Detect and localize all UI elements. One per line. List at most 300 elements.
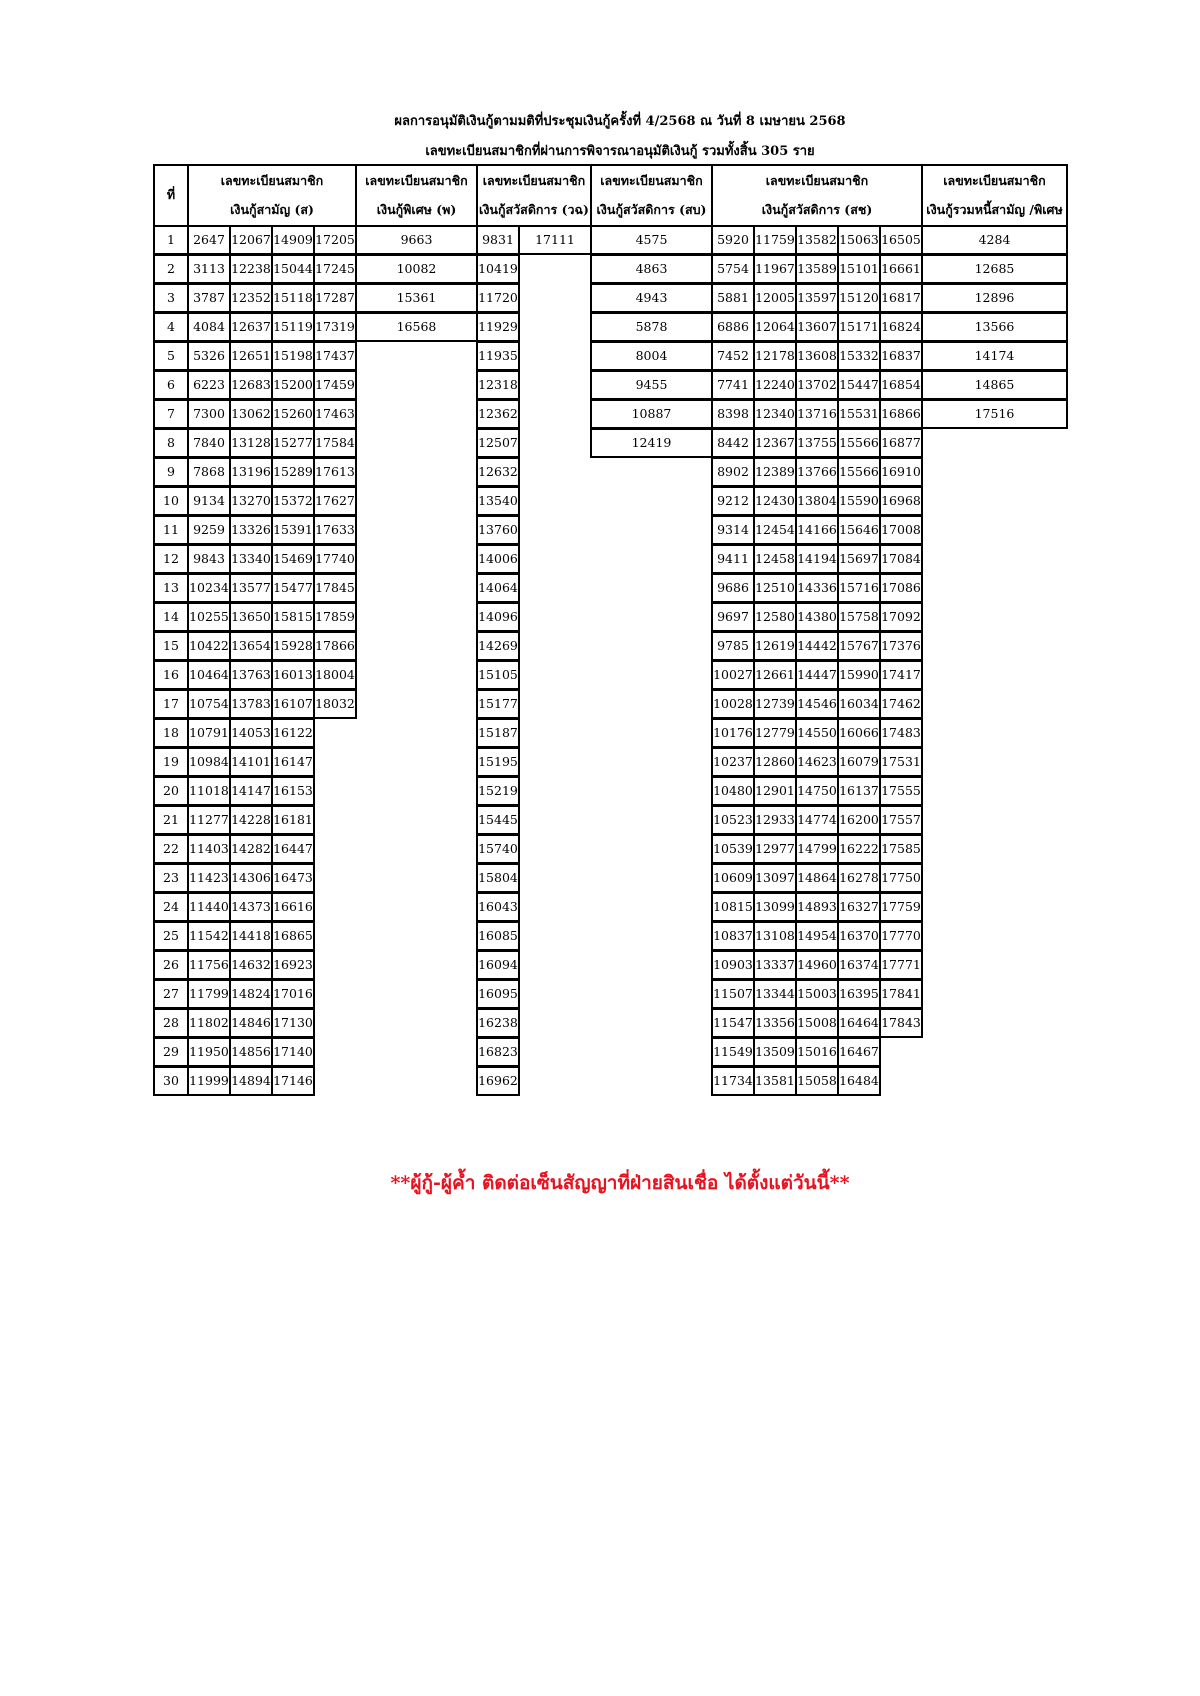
member-id-cell: 11999 — [187, 1066, 231, 1096]
member-id-cell: 14799 — [795, 834, 839, 864]
member-id-cell: 15469 — [271, 544, 315, 574]
member-id-cell: 14824 — [229, 979, 273, 1009]
member-id-cell: 17462 — [879, 689, 923, 719]
member-id-cell: 18032 — [313, 689, 357, 719]
member-id-cell: 16079 — [837, 747, 881, 777]
member-id-cell: 16854 — [879, 370, 923, 400]
member-id-cell: 10176 — [711, 718, 755, 748]
member-id-cell: 13766 — [795, 457, 839, 487]
member-id-cell: 10887 — [590, 399, 713, 429]
member-id-cell: 15105 — [476, 660, 520, 690]
member-id-cell: 14373 — [229, 892, 273, 922]
member-id-cell: 10082 — [355, 254, 478, 284]
member-id-cell: 17140 — [271, 1037, 315, 1067]
member-id-cell: 10464 — [187, 660, 231, 690]
member-id-cell: 10422 — [187, 631, 231, 661]
member-id-cell: 15372 — [271, 486, 315, 516]
member-id-cell: 15044 — [271, 254, 315, 284]
member-id-cell: 14632 — [229, 950, 273, 980]
member-id-cell: 12238 — [229, 254, 273, 284]
member-id-cell: 17750 — [879, 863, 923, 893]
member-id-cell: 13128 — [229, 428, 273, 458]
member-id-cell: 12510 — [753, 573, 797, 603]
member-id-cell: 9785 — [711, 631, 755, 661]
member-id-cell: 17555 — [879, 776, 923, 806]
member-id-cell: 7840 — [187, 428, 231, 458]
member-id-cell: 11799 — [187, 979, 231, 1009]
member-id-cell: 17376 — [879, 631, 923, 661]
column-header-line: เงินกู้สวัสดิการ (วฉ) — [479, 202, 589, 217]
member-id-cell: 17613 — [313, 457, 357, 487]
row-number: 7 — [153, 399, 189, 429]
member-id-cell: 17771 — [879, 950, 923, 980]
column-header-line: เลขทะเบียนสมาชิก — [365, 172, 468, 188]
member-id-cell: 4863 — [590, 254, 713, 284]
member-id-cell: 9314 — [711, 515, 755, 545]
member-id-cell: 17084 — [879, 544, 923, 574]
member-id-cell: 10523 — [711, 805, 755, 835]
member-id-cell: 11507 — [711, 979, 755, 1009]
member-id-cell: 16200 — [837, 805, 881, 835]
member-id-cell: 15200 — [271, 370, 315, 400]
member-id-cell: 13716 — [795, 399, 839, 429]
member-id-cell: 11018 — [187, 776, 231, 806]
member-id-cell: 8398 — [711, 399, 755, 429]
member-id-cell: 17770 — [879, 921, 923, 951]
member-id-cell: 12340 — [753, 399, 797, 429]
member-id-cell: 10791 — [187, 718, 231, 748]
member-id-cell: 14269 — [476, 631, 520, 661]
member-id-cell: 15697 — [837, 544, 881, 574]
member-id-cell: 11967 — [753, 254, 797, 284]
member-id-cell: 9697 — [711, 602, 755, 632]
member-id-cell: 17585 — [879, 834, 923, 864]
member-id-cell: 8004 — [590, 341, 713, 371]
row-number: 23 — [153, 863, 189, 893]
member-id-cell: 15003 — [795, 979, 839, 1009]
member-id-cell: 14174 — [921, 341, 1068, 371]
member-id-cell: 13340 — [229, 544, 273, 574]
row-number: 20 — [153, 776, 189, 806]
member-id-cell: 15332 — [837, 341, 881, 371]
member-id-cell: 15767 — [837, 631, 881, 661]
member-id-cell: 11802 — [187, 1008, 231, 1038]
column-header-line: เลขทะเบียนสมาชิก — [482, 172, 586, 188]
member-id-cell: 7300 — [187, 399, 231, 429]
member-id-cell: 15477 — [271, 573, 315, 603]
member-id-cell: 13650 — [229, 602, 273, 632]
member-id-cell: 15740 — [476, 834, 520, 864]
member-id-cell: 16122 — [271, 718, 315, 748]
member-id-cell: 7741 — [711, 370, 755, 400]
member-id-cell: 4575 — [590, 225, 713, 255]
row-number: 28 — [153, 1008, 189, 1038]
member-id-cell: 16395 — [837, 979, 881, 1009]
member-id-cell: 8442 — [711, 428, 755, 458]
member-id-cell: 14194 — [795, 544, 839, 574]
member-id-cell: 16923 — [271, 950, 315, 980]
member-id-cell: 16484 — [837, 1066, 881, 1096]
member-id-cell: 10539 — [711, 834, 755, 864]
member-id-cell: 17845 — [313, 573, 357, 603]
row-number: 26 — [153, 950, 189, 980]
member-id-cell: 14954 — [795, 921, 839, 951]
member-id-cell: 18004 — [313, 660, 357, 690]
row-number: 10 — [153, 486, 189, 516]
member-id-cell: 15445 — [476, 805, 520, 835]
member-id-cell: 15804 — [476, 863, 520, 893]
member-id-cell: 12860 — [753, 747, 797, 777]
member-id-cell: 14442 — [795, 631, 839, 661]
member-id-cell: 11756 — [187, 950, 231, 980]
member-id-cell: 16823 — [476, 1037, 520, 1067]
member-id-cell: 14166 — [795, 515, 839, 545]
member-id-cell: 15260 — [271, 399, 315, 429]
member-id-cell: 17759 — [879, 892, 923, 922]
member-id-cell: 11720 — [476, 283, 520, 313]
member-id-cell: 11935 — [476, 341, 520, 371]
member-id-cell: 16137 — [837, 776, 881, 806]
member-id-cell: 14006 — [476, 544, 520, 574]
member-id-cell: 5754 — [711, 254, 755, 284]
member-id-cell: 14909 — [271, 225, 315, 255]
column-header-welfare-sb — [590, 164, 713, 227]
member-id-cell: 12580 — [753, 602, 797, 632]
member-id-cell: 16968 — [879, 486, 923, 516]
column-header-line: เงินกู้สามัญ (ส) — [230, 202, 314, 217]
member-id-cell: 5920 — [711, 225, 755, 255]
member-id-cell: 15716 — [837, 573, 881, 603]
member-id-cell: 13344 — [753, 979, 797, 1009]
member-id-cell: 12419 — [590, 428, 713, 458]
member-id-cell: 13356 — [753, 1008, 797, 1038]
member-id-cell: 17584 — [313, 428, 357, 458]
member-id-cell: 17531 — [879, 747, 923, 777]
member-id-cell: 17483 — [879, 718, 923, 748]
contact-note: **ผู้กู้-ผู้ค้ำ ติดต่อเซ็นสัญญาที่ฝ่ายสินเชื่อ ได้ตั้งแต่วันนี้** — [390, 1172, 850, 1194]
member-id-cell: 11423 — [187, 863, 231, 893]
member-id-cell: 17437 — [313, 341, 357, 371]
member-id-cell: 14774 — [795, 805, 839, 835]
member-id-cell: 16467 — [837, 1037, 881, 1067]
member-id-cell: 14865 — [921, 370, 1068, 400]
member-id-cell: 15118 — [271, 283, 315, 313]
member-id-cell: 16464 — [837, 1008, 881, 1038]
member-id-cell: 12637 — [229, 312, 273, 342]
member-id-cell: 12430 — [753, 486, 797, 516]
member-id-cell: 11403 — [187, 834, 231, 864]
member-id-cell: 13755 — [795, 428, 839, 458]
member-id-cell: 12362 — [476, 399, 520, 429]
member-id-cell: 11734 — [711, 1066, 755, 1096]
member-id-cell: 13062 — [229, 399, 273, 429]
member-id-cell: 12507 — [476, 428, 520, 458]
member-id-cell: 15058 — [795, 1066, 839, 1096]
member-id-cell: 7452 — [711, 341, 755, 371]
member-id-cell: 16278 — [837, 863, 881, 893]
member-id-cell: 16877 — [879, 428, 923, 458]
member-id-cell: 12454 — [753, 515, 797, 545]
member-id-cell: 12367 — [753, 428, 797, 458]
member-id-cell: 13577 — [229, 573, 273, 603]
member-id-cell: 5878 — [590, 312, 713, 342]
member-id-cell: 12178 — [753, 341, 797, 371]
member-id-cell: 11542 — [187, 921, 231, 951]
member-id-cell: 14894 — [229, 1066, 273, 1096]
member-id-cell: 13581 — [753, 1066, 797, 1096]
member-id-cell: 10234 — [187, 573, 231, 603]
member-id-cell: 15815 — [271, 602, 315, 632]
column-header-line: เงินกู้สวัสดิการ (สช) — [761, 202, 873, 217]
member-id-cell: 9259 — [187, 515, 231, 545]
member-id-cell: 15928 — [271, 631, 315, 661]
member-id-cell: 14064 — [476, 573, 520, 603]
member-id-cell: 13097 — [753, 863, 797, 893]
member-id-cell: 11547 — [711, 1008, 755, 1038]
member-id-cell: 14101 — [229, 747, 273, 777]
member-id-cell: 15177 — [476, 689, 520, 719]
member-id-cell: 7868 — [187, 457, 231, 487]
member-id-cell: 17016 — [271, 979, 315, 1009]
member-id-cell: 3787 — [187, 283, 231, 313]
member-id-cell: 17859 — [313, 602, 357, 632]
member-id-cell: 16865 — [271, 921, 315, 951]
member-id-cell: 17111 — [518, 225, 592, 255]
member-id-cell: 17841 — [879, 979, 923, 1009]
member-id-cell: 16568 — [355, 312, 478, 342]
member-id-cell: 14306 — [229, 863, 273, 893]
member-id-cell: 13760 — [476, 515, 520, 545]
member-id-cell: 16910 — [879, 457, 923, 487]
member-id-cell: 15391 — [271, 515, 315, 545]
member-id-cell: 17205 — [313, 225, 357, 255]
member-id-cell: 15063 — [837, 225, 881, 255]
member-id-cell: 13540 — [476, 486, 520, 516]
row-number: 21 — [153, 805, 189, 835]
member-id-cell: 14096 — [476, 602, 520, 632]
member-id-cell: 17463 — [313, 399, 357, 429]
column-header-ordinary — [187, 164, 357, 227]
member-id-cell: 12683 — [229, 370, 273, 400]
member-id-cell: 16153 — [271, 776, 315, 806]
member-id-cell: 17843 — [879, 1008, 923, 1038]
member-id-cell: 14380 — [795, 602, 839, 632]
column-header-line: เลขทะเบียนสมาชิก — [765, 172, 869, 188]
member-id-cell: 16817 — [879, 283, 923, 313]
member-id-cell: 10255 — [187, 602, 231, 632]
member-id-cell: 12779 — [753, 718, 797, 748]
member-id-cell: 4943 — [590, 283, 713, 313]
member-id-cell: 14053 — [229, 718, 273, 748]
member-id-cell: 15171 — [837, 312, 881, 342]
member-id-cell: 8902 — [711, 457, 755, 487]
row-number: 30 — [153, 1066, 189, 1096]
member-id-cell: 12977 — [753, 834, 797, 864]
member-id-cell: 14418 — [229, 921, 273, 951]
member-id-cell: 12739 — [753, 689, 797, 719]
member-id-cell: 9686 — [711, 573, 755, 603]
member-id-cell: 16374 — [837, 950, 881, 980]
column-header-line: เลขทะเบียนสมาชิก — [943, 172, 1046, 188]
member-id-cell: 12661 — [753, 660, 797, 690]
member-id-cell: 14282 — [229, 834, 273, 864]
member-id-cell: 17740 — [313, 544, 357, 574]
member-id-cell: 2647 — [187, 225, 231, 255]
member-id-cell: 15008 — [795, 1008, 839, 1038]
member-id-cell: 17627 — [313, 486, 357, 516]
member-id-cell: 13108 — [753, 921, 797, 951]
member-id-cell: 13654 — [229, 631, 273, 661]
member-id-cell: 12458 — [753, 544, 797, 574]
member-id-cell: 13702 — [795, 370, 839, 400]
member-id-cell: 9455 — [590, 370, 713, 400]
member-id-cell: 16962 — [476, 1066, 520, 1096]
member-id-cell: 14846 — [229, 1008, 273, 1038]
document-title: ผลการอนุมัติเงินกู้ตามมติที่ประชุมเงินกู้ครั้งที่ 4/2568 ณ วันที่ 8 เมษายน 2568 — [394, 114, 846, 129]
member-id-cell: 6223 — [187, 370, 231, 400]
column-header-line: เงินกู้รวมหนี้สามัญ /พิเศษ — [926, 202, 1063, 217]
member-id-cell: 11929 — [476, 312, 520, 342]
member-id-cell: 17417 — [879, 660, 923, 690]
member-id-cell: 16013 — [271, 660, 315, 690]
member-id-cell: 10754 — [187, 689, 231, 719]
member-id-cell: 3113 — [187, 254, 231, 284]
member-id-cell: 10028 — [711, 689, 755, 719]
member-id-cell: 15447 — [837, 370, 881, 400]
member-id-cell: 15101 — [837, 254, 881, 284]
member-id-cell: 12651 — [229, 341, 273, 371]
member-id-cell: 15195 — [476, 747, 520, 777]
member-id-cell: 16147 — [271, 747, 315, 777]
member-id-cell: 15016 — [795, 1037, 839, 1067]
member-id-cell: 17516 — [921, 399, 1068, 429]
member-id-cell: 12901 — [753, 776, 797, 806]
member-id-cell: 10984 — [187, 747, 231, 777]
member-id-cell: 15277 — [271, 428, 315, 458]
member-id-cell: 16094 — [476, 950, 520, 980]
member-id-cell: 13196 — [229, 457, 273, 487]
member-id-cell: 16505 — [879, 225, 923, 255]
member-id-cell: 16473 — [271, 863, 315, 893]
row-number: 17 — [153, 689, 189, 719]
member-id-cell: 10609 — [711, 863, 755, 893]
member-id-cell: 17146 — [271, 1066, 315, 1096]
row-number: 1 — [153, 225, 189, 255]
row-number: 27 — [153, 979, 189, 1009]
member-id-cell: 13804 — [795, 486, 839, 516]
member-id-cell: 13607 — [795, 312, 839, 342]
row-number: 29 — [153, 1037, 189, 1067]
member-id-cell: 16824 — [879, 312, 923, 342]
member-id-cell: 15531 — [837, 399, 881, 429]
row-number: 11 — [153, 515, 189, 545]
member-id-cell: 12685 — [921, 254, 1068, 284]
member-id-cell: 15187 — [476, 718, 520, 748]
row-number: 22 — [153, 834, 189, 864]
row-number: 3 — [153, 283, 189, 313]
member-id-cell: 9831 — [476, 225, 520, 255]
member-id-cell: 16327 — [837, 892, 881, 922]
member-id-cell: 15289 — [271, 457, 315, 487]
member-id-cell: 12619 — [753, 631, 797, 661]
member-id-cell: 15758 — [837, 602, 881, 632]
member-id-cell: 14336 — [795, 573, 839, 603]
column-header-no — [153, 164, 189, 227]
member-id-cell: 13597 — [795, 283, 839, 313]
member-id-cell: 16107 — [271, 689, 315, 719]
member-id-cell: 12933 — [753, 805, 797, 835]
row-number: 6 — [153, 370, 189, 400]
row-number: 2 — [153, 254, 189, 284]
row-number: 14 — [153, 602, 189, 632]
member-id-cell: 5326 — [187, 341, 231, 371]
member-id-cell: 13589 — [795, 254, 839, 284]
column-header-special — [355, 164, 478, 227]
member-id-cell: 15590 — [837, 486, 881, 516]
member-id-cell: 13509 — [753, 1037, 797, 1067]
member-id-cell: 13270 — [229, 486, 273, 516]
member-id-cell: 4084 — [187, 312, 231, 342]
member-id-cell: 12240 — [753, 370, 797, 400]
member-id-cell: 15566 — [837, 457, 881, 487]
member-id-cell: 13326 — [229, 515, 273, 545]
member-id-cell: 15566 — [837, 428, 881, 458]
member-id-cell: 12352 — [229, 283, 273, 313]
member-id-cell: 10903 — [711, 950, 755, 980]
member-id-cell: 9663 — [355, 225, 478, 255]
member-id-cell: 13763 — [229, 660, 273, 690]
member-id-cell: 11440 — [187, 892, 231, 922]
member-id-cell: 16616 — [271, 892, 315, 922]
row-number: 9 — [153, 457, 189, 487]
member-id-cell: 15198 — [271, 341, 315, 371]
member-id-cell: 17287 — [313, 283, 357, 313]
member-id-cell: 13337 — [753, 950, 797, 980]
member-id-cell: 16866 — [879, 399, 923, 429]
document-subtitle: เลขทะเบียนสมาชิกที่ผ่านการพิจารณาอนุมัติเงินกู้ รวมทั้งสิ้น 305 ราย — [425, 144, 815, 159]
member-id-cell: 17866 — [313, 631, 357, 661]
member-id-cell: 12389 — [753, 457, 797, 487]
member-id-cell: 14623 — [795, 747, 839, 777]
member-id-cell: 15990 — [837, 660, 881, 690]
member-id-cell: 13566 — [921, 312, 1068, 342]
member-id-cell: 10480 — [711, 776, 755, 806]
member-id-cell: 17086 — [879, 573, 923, 603]
member-id-cell: 17319 — [313, 312, 357, 342]
member-id-cell: 16370 — [837, 921, 881, 951]
member-id-cell: 17008 — [879, 515, 923, 545]
member-id-cell: 16095 — [476, 979, 520, 1009]
member-id-cell: 12064 — [753, 312, 797, 342]
member-id-cell: 16034 — [837, 689, 881, 719]
member-id-cell: 14147 — [229, 776, 273, 806]
member-id-cell: 10419 — [476, 254, 520, 284]
member-id-cell: 14856 — [229, 1037, 273, 1067]
member-id-cell: 10237 — [711, 747, 755, 777]
member-id-cell: 14546 — [795, 689, 839, 719]
member-id-cell: 11950 — [187, 1037, 231, 1067]
member-id-cell: 6886 — [711, 312, 755, 342]
member-id-cell: 16066 — [837, 718, 881, 748]
member-id-cell: 17130 — [271, 1008, 315, 1038]
column-header-welfare-vr — [476, 164, 592, 227]
member-id-cell: 14550 — [795, 718, 839, 748]
member-id-cell: 9411 — [711, 544, 755, 574]
member-id-cell: 11277 — [187, 805, 231, 835]
column-header-line: เลขทะเบียนสมาชิก — [220, 172, 324, 188]
member-id-cell: 16043 — [476, 892, 520, 922]
row-number: 12 — [153, 544, 189, 574]
